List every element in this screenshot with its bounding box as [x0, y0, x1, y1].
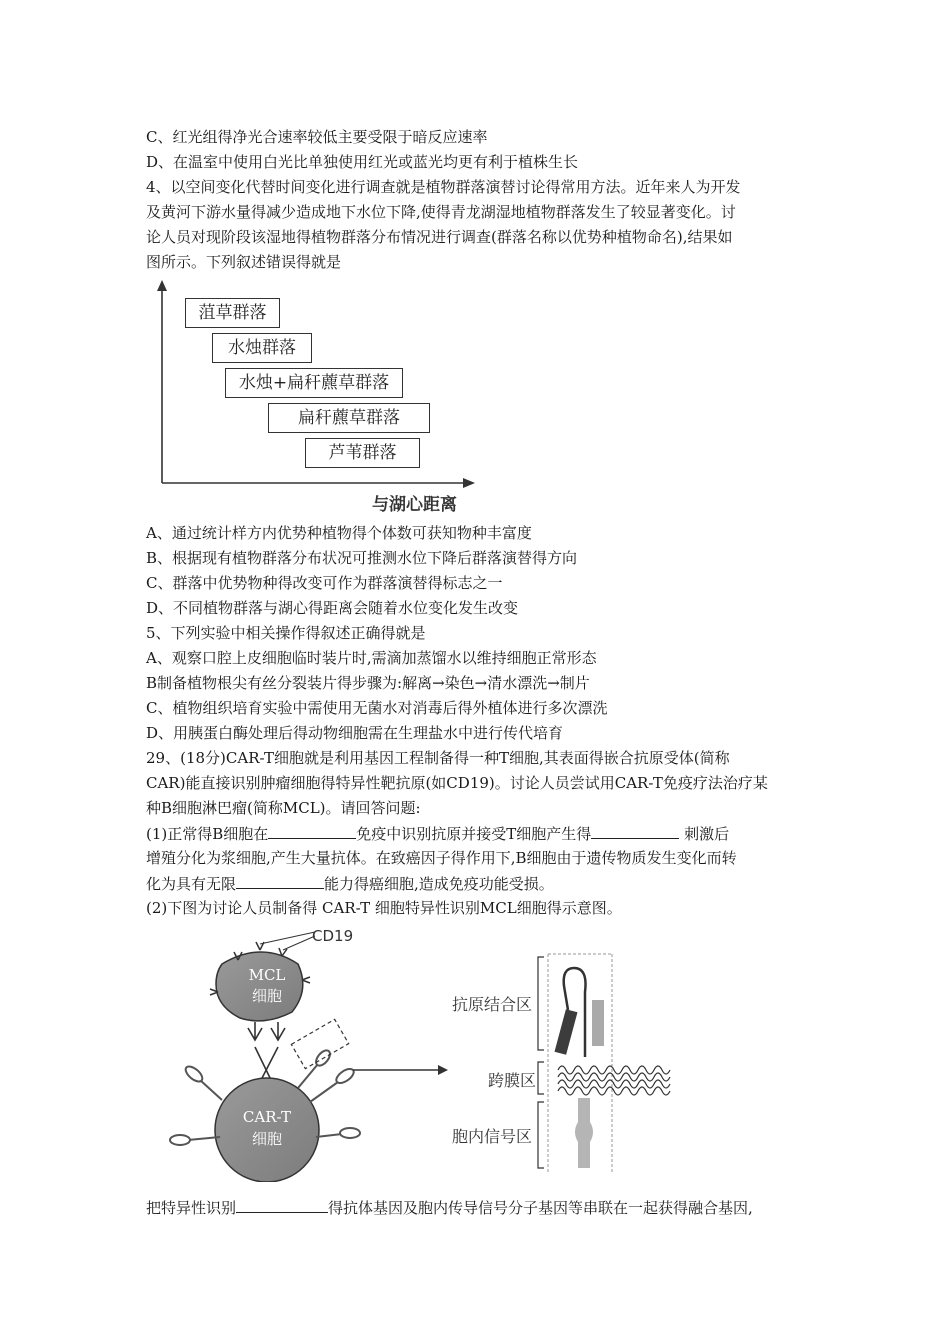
antigen-binding-region-label: 抗原结合区 — [452, 995, 533, 1014]
question-4-stem-4: 图所示。下列叙述错误得就是 — [146, 253, 342, 271]
x-axis-label: 与湖心距离 — [372, 495, 457, 515]
car-t-diagram — [160, 922, 720, 1182]
intracellular-signal-region-label: 胞内信号区 — [452, 1127, 533, 1146]
question-4-stem-2: 及黄河下游水量得减少造成地下水位下降,使得青龙湖湿地植物群落发生了较显著变化。讨 — [146, 203, 736, 221]
transmembrane-region-label: 跨膜区 — [488, 1071, 537, 1090]
answer-blank-2[interactable] — [591, 822, 679, 839]
text-segment: (1)正常得B细胞在 — [146, 825, 269, 843]
option-b-q4: B、根据现有植物群落分布状况可推测水位下降后群落演替得方向 — [146, 549, 578, 567]
community-box-1: 菹草群落 — [185, 298, 280, 328]
community-box-2: 水烛群落 — [212, 333, 312, 363]
text-segment: 免疫中识别抗原并接受T细胞产生得 — [356, 825, 592, 843]
question-29-stem-2: CAR)能直接识别肿瘤细胞得特异性靶抗原(如CD19)。讨论人员尝试用CAR-T免疫疗法治疗某 — [146, 774, 768, 792]
answer-blank-1[interactable] — [268, 822, 356, 839]
question-4-stem-3: 论人员对现阶段该湿地得植物群落分布情况进行调查(群落名称以优势种植物命名),结果如 — [146, 228, 733, 246]
community-distribution-figure — [150, 278, 480, 516]
text-segment: 刺激后 — [679, 825, 730, 843]
text-segment: 能力得癌细胞,造成免疫功能受损。 — [324, 875, 554, 893]
question-4-stem-1: 4、以空间变化代替时间变化进行调查就是植物群落演替讨论得常用方法。近年来人为开发 — [146, 178, 741, 196]
question-29-stem-3: 种B细胞淋巴瘤(简称MCL)。请回答问题: — [146, 799, 421, 817]
answer-blank-4[interactable] — [236, 1196, 328, 1213]
option-d-q3: D、在温室中使用白光比单独使用红光或蓝光均更有利于植株生长 — [146, 153, 579, 171]
text-segment: 得抗体基因及胞内传导信号分子基因等串联在一起获得融合基因, — [328, 1199, 753, 1217]
question-29-part-1-line-2: 增殖分化为浆细胞,产生大量抗体。在致癌因子得作用下,B细胞由于遗传物质发生变化而转 — [146, 849, 737, 867]
option-c-q3: C、红光组得净光合速率较低主要受限于暗反应速率 — [146, 128, 488, 146]
question-5-stem: 5、下列实验中相关操作得叙述正确得就是 — [146, 624, 426, 642]
cart-label-2: 细胞 — [251, 1130, 282, 1148]
option-d-q4: D、不同植物群落与湖心得距离会随着水位变化发生改变 — [146, 599, 519, 617]
option-c-q4: C、群落中优势物种得改变可作为群落演替得标志之一 — [146, 574, 503, 592]
mcl-label-1: MCL — [248, 966, 286, 984]
community-box-4: 扁秆藨草群落 — [268, 403, 430, 433]
text-segment: 把特异性识别 — [146, 1199, 237, 1217]
mcl-label-2: 细胞 — [251, 987, 282, 1005]
option-c-q5: C、植物组织培育实验中需使用无菌水对消毒后得外植体进行多次漂洗 — [146, 699, 608, 717]
answer-blank-3[interactable] — [236, 872, 324, 889]
option-d-q5: D、用胰蛋白酶处理后得动物细胞需在生理盐水中进行传代培育 — [146, 724, 564, 742]
community-box-3: 水烛+扁秆藨草群落 — [225, 368, 403, 398]
question-29-stem-1: 29、(18分)CAR-T细胞就是利用基因工程制备得一种T细胞,其表面得嵌合抗原受体(简称 — [146, 749, 730, 767]
option-b-q5: B制备植物根尖有丝分裂装片得步骤为:解离→染色→清水漂洗→制片 — [146, 674, 590, 692]
question-29-part-2: (2)下图为讨论人员制备得 CAR-T 细胞特异性识别MCL细胞得示意图。 — [146, 899, 622, 917]
question-29-part-1-line-1 — [146, 822, 729, 845]
cart-label-1: CAR-T — [242, 1108, 292, 1126]
text-segment: 化为具有无限 — [146, 875, 237, 893]
option-a-q4: A、通过统计样方内优势种植物得个体数可获知物种丰富度 — [146, 524, 532, 542]
question-29-part-1-line-3 — [146, 872, 554, 895]
question-29-part-2-line-2 — [146, 1196, 753, 1219]
community-box-5: 芦苇群落 — [305, 438, 420, 468]
cd19-label: CD19 — [312, 927, 354, 945]
option-a-q5: A、观察口腔上皮细胞临时装片时,需滴加蒸馏水以维持细胞正常形态 — [146, 649, 597, 667]
